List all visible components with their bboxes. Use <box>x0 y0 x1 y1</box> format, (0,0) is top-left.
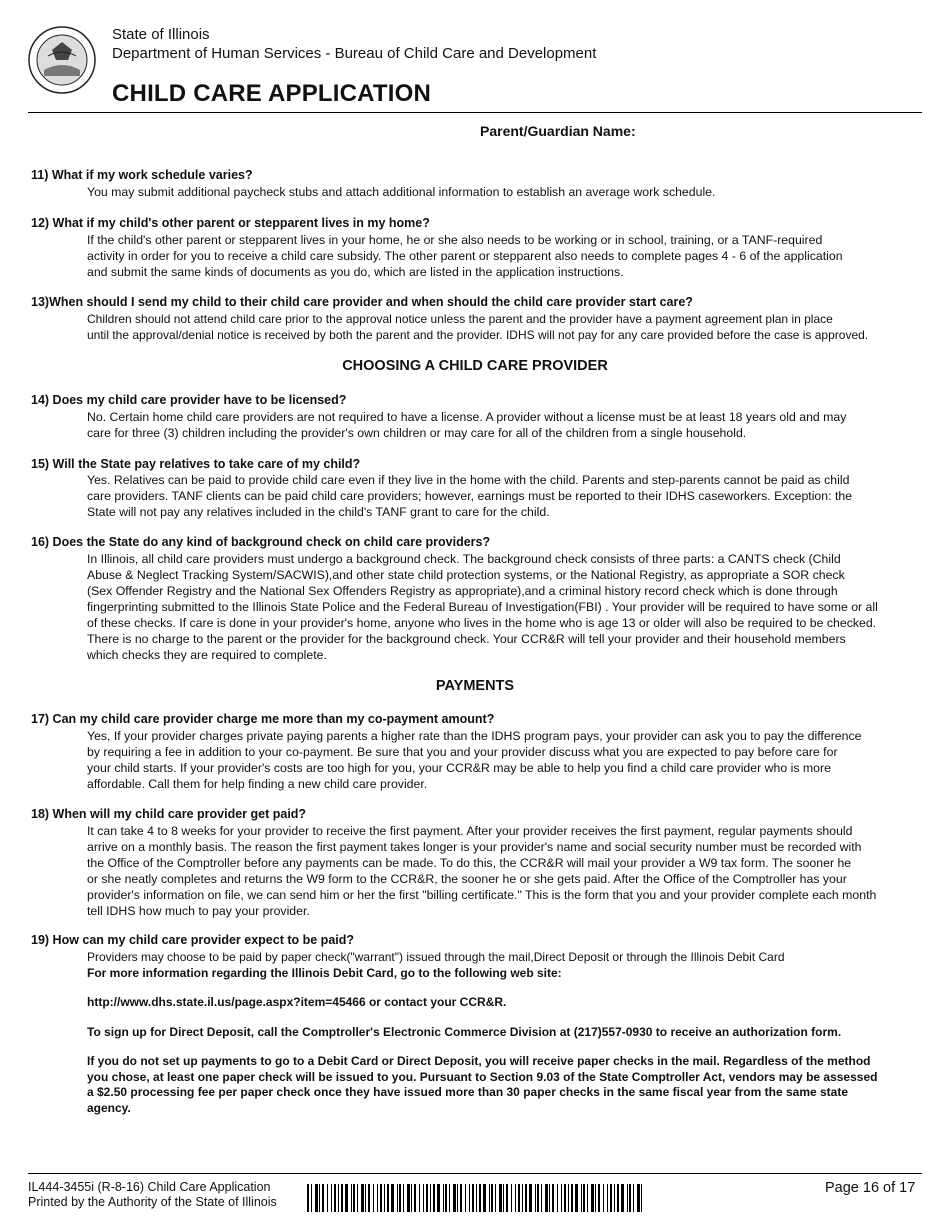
barcode-bar <box>557 1184 558 1212</box>
answer-line: State will not pay any relatives included in the child's TANF grant to care for the child. <box>87 505 550 519</box>
answer-11 <box>87 184 919 200</box>
section-heading-payments: PAYMENTS <box>435 678 515 694</box>
answer-line: You may submit additional paycheck stubs and attach additional information to establish an average work schedule. <box>87 185 716 199</box>
barcode-bar <box>338 1184 339 1212</box>
barcode-bar <box>614 1184 615 1212</box>
barcode-bar <box>365 1184 366 1212</box>
barcode-bar <box>430 1184 431 1212</box>
answer-line: Children should not attend child care prior to the approval notice unless the parent and the provider have a payment agreement plan in place <box>87 312 833 326</box>
form-id: IL444-3455i (R-8-16) Child Care Application <box>28 1180 271 1194</box>
barcode-bar <box>469 1184 470 1212</box>
debit-card-url[interactable]: http://www.dhs.state.il.us/page.aspx?item=45466 or contact your CCR&R. <box>87 995 507 1009</box>
barcode-bar <box>564 1184 566 1212</box>
form-barcode <box>307 1184 644 1212</box>
barcode-bar <box>549 1184 550 1212</box>
barcode-bar <box>479 1184 481 1212</box>
barcode-bar <box>465 1184 466 1212</box>
answer-line: Providers may choose to be paid by paper check("warrant") issued through the mail,Direct Deposit or through the Illinois Debit Card <box>87 950 785 964</box>
answer-line: and submit the same kinds of documents as you do, which are listed in the application instructions. <box>87 265 624 279</box>
barcode-bar <box>522 1184 523 1212</box>
answer-line: the Office of the Comptroller before any payments can be made. To do this, the CCR&R will mail your provider a W9 tax form. The sooner he <box>87 856 852 870</box>
question-17: 17) Can my child care provider charge me more than my co-payment amount? <box>31 712 495 726</box>
answer-line: It can take 4 to 8 weeks for your provider to receive the first payment. After your provider receives the first payment, regular payments should <box>87 824 853 838</box>
state-name: State of Illinois <box>112 26 210 43</box>
answer-line: If the child's other parent or stepparent lives in your home, he or she also needs to be working or in school, training, or a TANF-required <box>87 233 823 247</box>
barcode-bar <box>607 1184 608 1212</box>
answer-line: (Sex Offender Registry and the National Sex Offenders Registry as appropriate),and a criminal history record check which is done through <box>87 584 838 598</box>
barcode-bar <box>472 1184 474 1212</box>
answer-line: fingerprinting submitted to the Illinois State Police and the Federal Bureau of Investigation(FBI) . Your provider will be required to have some or all <box>87 600 878 614</box>
barcode-bar <box>511 1184 512 1212</box>
answer-line: of these checks. If care is done in your provider's home, anyone who lives in the home who is age 13 or older will also be required to be checked. <box>87 616 877 630</box>
answer-14 <box>87 409 919 441</box>
answer-line: Yes, If your provider charges private paying parents a higher rate than the IDHS program pays, your provider can ask you to pay the difference <box>87 729 862 743</box>
barcode-bar <box>426 1184 428 1212</box>
barcode-bar <box>537 1184 539 1212</box>
barcode-bar <box>545 1184 548 1212</box>
parent-guardian-name-label: Parent/Guardian Name: <box>480 123 636 139</box>
question-14: 14) Does my child care provider have to be licensed? <box>31 393 347 407</box>
question-11: 11) What if my work schedule varies? <box>31 168 253 182</box>
barcode-bar <box>627 1184 628 1212</box>
barcode-bar <box>384 1184 385 1212</box>
barcode-bar <box>476 1184 477 1212</box>
barcode-bar <box>391 1184 394 1212</box>
answer-line: arrive on a monthly basis. The reason the first payment takes longer is your provider's name and social security number must be recorded with <box>87 840 862 854</box>
barcode-bar <box>387 1184 389 1212</box>
barcode-bar <box>373 1184 374 1212</box>
barcode-bar <box>503 1184 504 1212</box>
barcode-bar <box>433 1184 435 1212</box>
barcode-bar <box>331 1184 332 1212</box>
barcode-bar <box>403 1184 404 1212</box>
barcode-bar <box>315 1184 318 1212</box>
answer-12 <box>87 232 919 280</box>
barcode-bar <box>598 1184 600 1212</box>
barcode-bar <box>641 1184 642 1212</box>
answer-line: you chose, at least one paper check will be issued to you. Pursuant to Section 9.03 of the State Comptroller Act, vendors may be assessed <box>87 1069 878 1084</box>
answer-18 <box>87 823 919 919</box>
answer-line: a $2.50 processing fee per paper check once they have issued more than 30 paper checks in the same fiscal year from the same state <box>87 1085 849 1099</box>
barcode-bar <box>322 1184 324 1212</box>
barcode-bar <box>334 1184 336 1212</box>
question-18: 18) When will my child care provider get paid? <box>31 807 307 821</box>
question-19: 19) How can my child care provider expect to be paid? <box>31 933 355 947</box>
barcode-bar <box>377 1184 378 1212</box>
answer-line: Abuse & Neglect Tracking System/SACWIS),and other state child protection systems, or the National Registry, as appropriate a SOR check <box>87 568 845 582</box>
barcode-bar <box>525 1184 527 1212</box>
barcode-bar <box>629 1184 631 1212</box>
barcode-bar <box>495 1184 496 1212</box>
barcode-bar <box>457 1184 458 1212</box>
answer-line: If you do not set up payments to go to a Debit Card or Direct Deposit, you will receive paper checks in the mail. Regardless of the method <box>87 1054 871 1068</box>
answer-line: agency. <box>87 1100 131 1115</box>
barcode-bar <box>407 1184 410 1212</box>
barcode-bar <box>483 1184 486 1212</box>
answer-line: Yes. Relatives can be paid to provide child care even if they live in the home with the child. Parents and step-parents cannot be paid as child <box>87 473 850 487</box>
barcode-bar <box>499 1184 502 1212</box>
barcode-bar <box>319 1184 320 1212</box>
barcode-bar <box>453 1184 456 1212</box>
barcode-bar <box>437 1184 440 1212</box>
barcode-bar <box>491 1184 493 1212</box>
barcode-bar <box>411 1184 412 1212</box>
barcode-bar <box>575 1184 578 1212</box>
answer-line: until the approval/denial notice is received by both the parent and the provider. IDHS will not pay for any care provided before the case is approved. <box>87 328 869 342</box>
barcode-bar <box>443 1184 444 1212</box>
barcode-bar <box>529 1184 532 1212</box>
barcode-bar <box>311 1184 312 1212</box>
answer-line: There is no charge to the parent or the provider for the background check. Your CCR&R will tell your provider and their household members <box>87 632 846 646</box>
barcode-bar <box>515 1184 516 1212</box>
barcode-bar <box>637 1184 640 1212</box>
answer-line: care for three (3) children including the provider's own children or may care for all of the children from a single household. <box>87 426 747 440</box>
barcode-bar <box>535 1184 536 1212</box>
answer-line: or she neatly completes and returns the W9 form to the CCR&R, the sooner he or she gets paid. After the Office of the Comptroller has your <box>87 872 847 886</box>
barcode-bar <box>489 1184 490 1212</box>
section-heading-choosing-provider: CHOOSING A CHILD CARE PROVIDER <box>342 358 608 374</box>
barcode-bar <box>353 1184 355 1212</box>
printed-by: Printed by the Authority of the State of Illinois <box>28 1195 277 1209</box>
barcode-bar <box>610 1184 612 1212</box>
barcode-bar <box>587 1184 588 1212</box>
barcode-bar <box>583 1184 585 1212</box>
answer-line: For more information regarding the Illinois Debit Card, go to the following web site: <box>87 966 562 980</box>
answer-line: by requiring a fee in addition to your co-payment. Be sure that you and your provider discuss what you are expected to pay before care for <box>87 745 838 759</box>
barcode-bar <box>506 1184 508 1212</box>
answer-19 <box>87 949 919 981</box>
footer-divider <box>28 1173 922 1174</box>
answer-15 <box>87 472 919 520</box>
barcode-bar <box>460 1184 462 1212</box>
barcode-bar <box>518 1184 520 1212</box>
question-15: 15) Will the State pay relatives to take care of my child? <box>31 457 361 471</box>
barcode-bar <box>307 1184 309 1212</box>
answer-line: activity in order for you to receive a child care subsidy. The other parent or stepparent also needs to complete pages 4 - 6 of the application <box>87 249 843 263</box>
barcode-bar <box>361 1184 364 1212</box>
barcode-bar <box>414 1184 416 1212</box>
barcode-bar <box>449 1184 450 1212</box>
answer-line: which checks they are required to complete. <box>87 648 327 662</box>
barcode-bar <box>357 1184 358 1212</box>
barcode-bar <box>591 1184 594 1212</box>
barcode-bar <box>561 1184 562 1212</box>
answer-line: tell IDHS how much to pay your provider. <box>87 904 310 918</box>
barcode-bar <box>595 1184 596 1212</box>
barcode-bar <box>633 1184 634 1212</box>
answer-line: In Illinois, all child care providers must undergo a background check. The background check consists of three parts: a CANTS check (Child <box>87 552 841 566</box>
page-number: Page 16 of 17 <box>825 1180 916 1196</box>
barcode-bar <box>603 1184 604 1212</box>
barcode-bar <box>423 1184 424 1212</box>
paper-check-notice <box>87 1054 919 1116</box>
question-13: 13)When should I send my child to their child care provider and when should the child care provider start care? <box>31 295 693 309</box>
barcode-bar <box>397 1184 398 1212</box>
answer-17 <box>87 728 919 792</box>
barcode-bar <box>552 1184 554 1212</box>
barcode-bar <box>351 1184 352 1212</box>
answer-line: care providers. TANF clients can be paid child care providers; however, earnings must be reported to their IDHS caseworkers. Exception: the <box>87 489 853 503</box>
barcode-bar <box>419 1184 420 1212</box>
answer-13 <box>87 311 919 343</box>
barcode-bar <box>345 1184 348 1212</box>
barcode-bar <box>327 1184 328 1212</box>
header-divider <box>28 112 922 113</box>
answer-line: provider's information on file, we can send him or her the first "billing certificate." This is the form that you and your provider complete each month <box>87 888 877 902</box>
answer-16 <box>87 551 919 663</box>
direct-deposit-note: To sign up for Direct Deposit, call the Comptroller's Electronic Commerce Division at (217)557-0930 to receive an authorization form. <box>87 1025 842 1039</box>
barcode-bar <box>341 1184 343 1212</box>
illinois-state-seal <box>28 26 96 94</box>
barcode-bar <box>399 1184 401 1212</box>
barcode-bar <box>621 1184 624 1212</box>
barcode-bar <box>541 1184 542 1212</box>
barcode-bar <box>445 1184 447 1212</box>
answer-line: your child starts. If your provider's costs are too high for you, your CCR&R may be able to help you find a child care provider who is more <box>87 761 831 775</box>
department-name: Department of Human Services - Bureau of Child Care and Development <box>112 45 597 62</box>
answer-line: No. Certain home child care providers are not required to have a license. A provider without a license must be at least 18 years old and may <box>87 410 847 424</box>
barcode-bar <box>617 1184 619 1212</box>
barcode-bar <box>568 1184 569 1212</box>
question-12: 12) What if my child's other parent or stepparent lives in my home? <box>31 216 430 230</box>
barcode-bar <box>380 1184 382 1212</box>
barcode-bar <box>571 1184 573 1212</box>
answer-line: affordable. Call them for help finding a new child care provider. <box>87 777 428 791</box>
barcode-bar <box>581 1184 582 1212</box>
barcode-bar <box>368 1184 370 1212</box>
page-title: CHILD CARE APPLICATION <box>112 80 432 107</box>
question-16: 16) Does the State do any kind of background check on child care providers? <box>31 535 491 549</box>
